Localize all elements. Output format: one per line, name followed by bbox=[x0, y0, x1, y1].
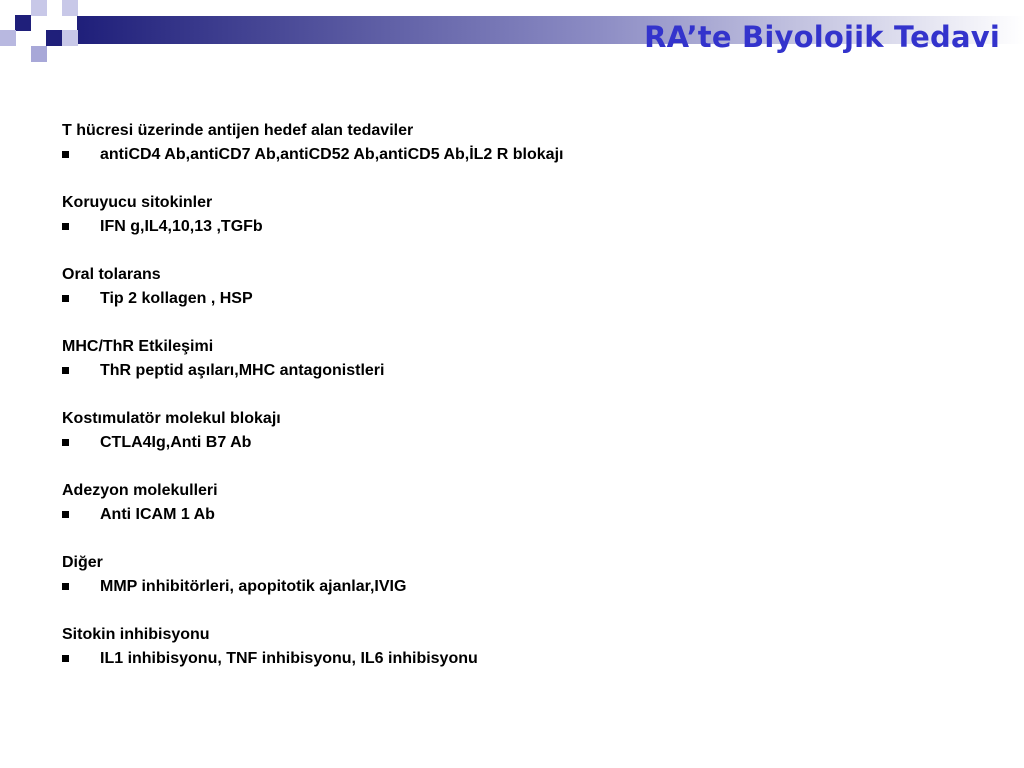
section-heading: Adezyon molekulleri bbox=[62, 482, 218, 499]
bullet-text: IL1 inhibisyonu, TNF inhibisyonu, IL6 inhibisyonu bbox=[100, 650, 478, 667]
section-adhesion bbox=[62, 479, 962, 527]
bullet-item bbox=[62, 287, 962, 311]
square-bullet-icon bbox=[62, 295, 69, 302]
decor-square-light-1 bbox=[0, 30, 16, 46]
decor-square-dark-2 bbox=[46, 30, 62, 46]
bullet-text: CTLA4Ig,Anti B7 Ab bbox=[100, 434, 252, 451]
bullet-item bbox=[62, 647, 962, 671]
section-protective-cytokines bbox=[62, 191, 962, 239]
section-heading: Kostımulatör molekul blokajı bbox=[62, 410, 281, 427]
bullet-item bbox=[62, 503, 962, 527]
slide-content bbox=[62, 119, 962, 695]
bullet-item bbox=[62, 431, 962, 455]
square-bullet-icon bbox=[62, 223, 69, 230]
slide-title: RA’te Biyolojik Tedavi bbox=[644, 20, 1000, 54]
section-costimulator bbox=[62, 407, 962, 455]
decor-square-light-3 bbox=[62, 0, 78, 16]
bullet-text: antiCD4 Ab,antiCD7 Ab,antiCD52 Ab,antiCD5 Ab,İL2 R blokajı bbox=[100, 146, 564, 163]
square-bullet-icon bbox=[62, 511, 69, 518]
section-oral-tolerance bbox=[62, 263, 962, 311]
square-bullet-icon bbox=[62, 151, 69, 158]
bullet-text: MMP inhibitörleri, apopitotik ajanlar,IVIG bbox=[100, 578, 407, 595]
bullet-text: Tip 2 kollagen , HSP bbox=[100, 290, 253, 307]
section-cytokine-inhibition bbox=[62, 623, 962, 671]
section-other bbox=[62, 551, 962, 599]
section-heading: T hücresi üzerinde antijen hedef alan tedaviler bbox=[62, 122, 414, 139]
section-heading: Diğer bbox=[62, 554, 103, 571]
bullet-item bbox=[62, 359, 962, 383]
section-heading: Koruyucu sitokinler bbox=[62, 194, 213, 211]
section-t-cell bbox=[62, 119, 962, 167]
bullet-text: ThR peptid aşıları,MHC antagonistleri bbox=[100, 362, 385, 379]
bullet-item bbox=[62, 575, 962, 599]
section-heading: MHC/ThR Etkileşimi bbox=[62, 338, 214, 355]
square-bullet-icon bbox=[62, 655, 69, 662]
decor-square-light-4 bbox=[31, 46, 47, 62]
bullet-text: Anti ICAM 1 Ab bbox=[100, 506, 215, 523]
decor-square-dark-1 bbox=[15, 15, 31, 31]
bullet-item bbox=[62, 143, 962, 167]
square-bullet-icon bbox=[62, 367, 69, 374]
bullet-text: IFN g,IL4,10,13 ,TGFb bbox=[100, 218, 263, 235]
square-bullet-icon bbox=[62, 583, 69, 590]
decor-square-light-5 bbox=[62, 30, 78, 46]
section-heading: Oral tolarans bbox=[62, 266, 161, 283]
bullet-item bbox=[62, 215, 962, 239]
section-mhc-thr bbox=[62, 335, 962, 383]
section-heading: Sitokin inhibisyonu bbox=[62, 626, 210, 643]
decor-square-light-2 bbox=[31, 0, 47, 16]
square-bullet-icon bbox=[62, 439, 69, 446]
